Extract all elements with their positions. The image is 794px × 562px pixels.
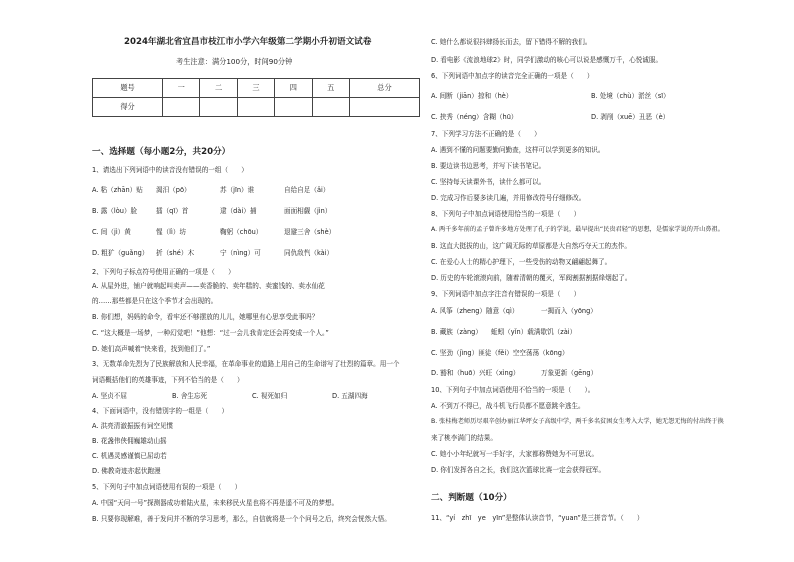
option: A. 洪亮清澈振振有词空见惯 (92, 422, 174, 430)
option: B. 花盏伟侠佣巍雄动山摇 (92, 437, 167, 445)
option: B. 张桂梅老师历尽艰辛创办丽江华坪女子高级中学，两千多名贫困女生考入大学，她无怨无悔的付出终于换 (431, 418, 724, 425)
score-table-score-row (93, 98, 420, 117)
option: A. 间断（jiān）掠和（hè） (431, 92, 513, 100)
option: D. 豁和（huō）兴旺（xìng） (431, 369, 520, 377)
score-table-header-cell: 一 (163, 79, 200, 98)
option: B. 只要你现解难，善于发问并不断的学习思考，那么，自信就将是一个个问号之后，终究会恍然大悟。 (92, 515, 391, 523)
question-stem: 词语概括他们的英雄事迹，下列不恰当的是（ ） (92, 376, 244, 384)
question-stem: 1、请选出下列词语中的读音没有错误的一组（ ） (92, 166, 248, 174)
option: A. 遇到不懂的问题要勤问勤查，这样可以学到更多的知识。 (431, 146, 605, 154)
question-stem: 10、下列句子中加点词语使用不恰当的一项是（ ）。 (431, 386, 595, 394)
option: 逮（dài）捕 (220, 207, 257, 215)
section-heading: 二、判断题（10分） (431, 493, 512, 503)
score-input-cell[interactable] (275, 98, 312, 117)
question-options (92, 228, 335, 236)
option: A. 风筝（zheng）随意（qì） (431, 307, 519, 315)
score-input-cell[interactable] (163, 98, 200, 117)
score-table-header-cell: 题号 (93, 79, 163, 98)
option: 鞠躬（chōu） (220, 228, 263, 236)
option: D. 历史的车轮滚滚向前，随着清朝的覆灭，军阀割据割据烽烟起了。 (431, 274, 632, 282)
option: D. 你们发挥各自之长，我们这次篮球比赛一定会获得冠军。 (431, 466, 606, 474)
section-heading: 一、选择题（每小题2分，共20分） (92, 147, 231, 157)
question-stem: 2、下列句子标点符号使用正确的一项是（ ） (92, 268, 235, 276)
question-options (92, 207, 331, 215)
exam-notice: 考生注意：满分100分，时间90分钟 (176, 57, 293, 66)
option: 蚯蚓（yǐn）载满歇饥（zài） (491, 328, 577, 336)
option: D. 剥削（xuē）丑恶（è） (591, 113, 670, 121)
option: B. 要边读书边思考，并写下读书笔记。 (431, 162, 546, 170)
option: A. 中国“天问一号”探测器成功着陆火星，未来移民火星也将不再是遥不可及的梦想。 (92, 499, 339, 507)
option: C. 坚持每天读课外书，读什么都可以。 (431, 178, 546, 186)
question-stem: 9、下列词语中加点字注音有错误的一项是（ ） (431, 290, 581, 298)
score-table-header-cell: 总分 (349, 79, 419, 98)
option: B. 这直大挺拔的山，这广阔无际的草原都是大自然巧夺天工的杰作。 (431, 242, 631, 250)
option: 万象更新（gēng） (541, 369, 598, 377)
option: 面面相觑（jìn） (284, 207, 332, 215)
option: B. 露（lòu）脸 (92, 207, 138, 215)
option: 渴汨（pō） (156, 186, 191, 194)
option: D. 她们高声喊着“快来看，找到他们了。” (92, 345, 211, 353)
option: C. 她小小年纪就写一手好字，大家都称赞她为不可思议。 (431, 450, 599, 458)
score-input-cell[interactable] (312, 98, 349, 117)
option: 折（shé）木 (156, 249, 195, 257)
score-table (92, 78, 420, 117)
score-table-header-cell: 二 (200, 79, 237, 98)
option: 退避三舍（shè） (284, 228, 336, 236)
option: A. 两千多年前的孟子曾许多地方处理了孔子的学说，最早提出“民贵君轻”的思想，是儒家学说的开山鼻祖。 (431, 226, 724, 233)
option: 的……那些都是只在这个季节才会出现的。 (92, 297, 218, 305)
option: D. 看电影《流浪地球2》时，同学们激动的咳心可以说是感慨万千，心悦诚服。 (431, 56, 663, 64)
question-options (431, 369, 597, 377)
question-stem: 7、下列学习方法不正确的是（ ） (431, 130, 541, 138)
question-options (92, 392, 368, 400)
question-options (431, 113, 669, 121)
option: 擂（qī）首 (156, 207, 189, 215)
score-input-cell[interactable] (349, 98, 419, 117)
question-stem: 4、下面词语中，没有错别字的一组是（ ） (92, 407, 229, 415)
option: B. 藏族（zàng） (431, 328, 482, 336)
option: A. 粘（zhān）贴 (92, 186, 143, 194)
score-table-header-cell: 三 (237, 79, 274, 98)
score-row-label: 得分 (93, 98, 163, 117)
question-options (431, 92, 670, 100)
exam-title: 2024年湖北省宜昌市枝江市小学六年级第二学期小升初语文试卷 (124, 37, 372, 47)
question-stem: 6、下列词语中加点字的读音完全正确的一项是（ ） (431, 72, 594, 80)
question-stem: 5、下列句子中加点词语使用有误的一项是（ ） (92, 483, 242, 491)
option: D. 佛教奇迹亦起伏跑漫 (92, 467, 161, 475)
score-table-header-cell: 四 (275, 79, 312, 98)
option: C. 视死如归 (252, 392, 288, 400)
option: A. 坚贞不屈 (92, 392, 127, 400)
score-input-cell[interactable] (200, 98, 237, 117)
question-stem: 3、无数革命先烈为了民族解放和人民幸福，在革命事业的道路上用自己的生命谱写了壮烈的篇章。用一个 (92, 360, 400, 368)
option: 惺（lì）坊 (156, 228, 187, 236)
option: C. 她什么都说很抖肆扬长而去，留下错得不解的我们。 (431, 38, 592, 46)
option: D. 完成习作后要多读几遍，并用修改符号仔细修改。 (431, 194, 586, 202)
option: 同仇敌忾（kài） (284, 249, 334, 257)
option: B. 处境（chù）淤丝（sī） (591, 92, 670, 100)
option: C. 在爱心人士的精心护理下，一些受伤的动物又翩翩起舞了。 (431, 258, 612, 266)
option: C. 坚劲（jìng）匪徒（fěi）空空荡荡（kōng） (431, 349, 569, 357)
option: 苏（jīn）谁 (220, 186, 255, 194)
question-options (92, 186, 329, 194)
option: B. 你们想，妈妈的命令，看牢还不够摆放的儿儿，她哪里有心思享受此事吗？ (92, 313, 319, 321)
option: C. “这大概是一场梦，一种幻觉吧！”他想：“过一会儿我肯定还会再变成一个人。” (92, 329, 329, 337)
option: D. 五湖四海 (332, 392, 368, 400)
score-table-header-row (93, 79, 420, 98)
option: 宁（nìng）可 (220, 249, 261, 257)
question-options (92, 249, 333, 257)
question-options (431, 307, 597, 315)
option: B. 舍生忘死 (172, 392, 208, 400)
option: D. 粗犷（guǎng） (92, 249, 149, 257)
option: A. 从屋外进，铺户就响起叫卖声——卖香脆的、卖年糕的、卖蜜饯的、卖水仙花 (92, 282, 325, 290)
question-options (431, 328, 576, 336)
option: C. 挟秀（néng）含糊（hū） (431, 113, 518, 121)
option: 来了桃李满门的结果。 (431, 434, 497, 442)
option: 自给自足（ǎi） (284, 186, 330, 194)
option: C. 间（jì）黄 (92, 228, 131, 236)
option: A. 不到万不得已，战斗机飞行员都不愿意跳伞逃生。 (431, 402, 585, 410)
score-input-cell[interactable] (237, 98, 274, 117)
option: 一揭而入（yōng） (541, 307, 597, 315)
question-stem: 8、下列句子中加点词语使用恰当的一项是（ ） (431, 210, 581, 218)
question-stem: 11、“yí zhī ye yīn”是整体认读音节，“yuan”是三拼音节。（ ） (431, 514, 644, 522)
option: C. 机遇灵感谨慎已屈动若 (92, 452, 167, 460)
score-table-header-cell: 五 (312, 79, 349, 98)
